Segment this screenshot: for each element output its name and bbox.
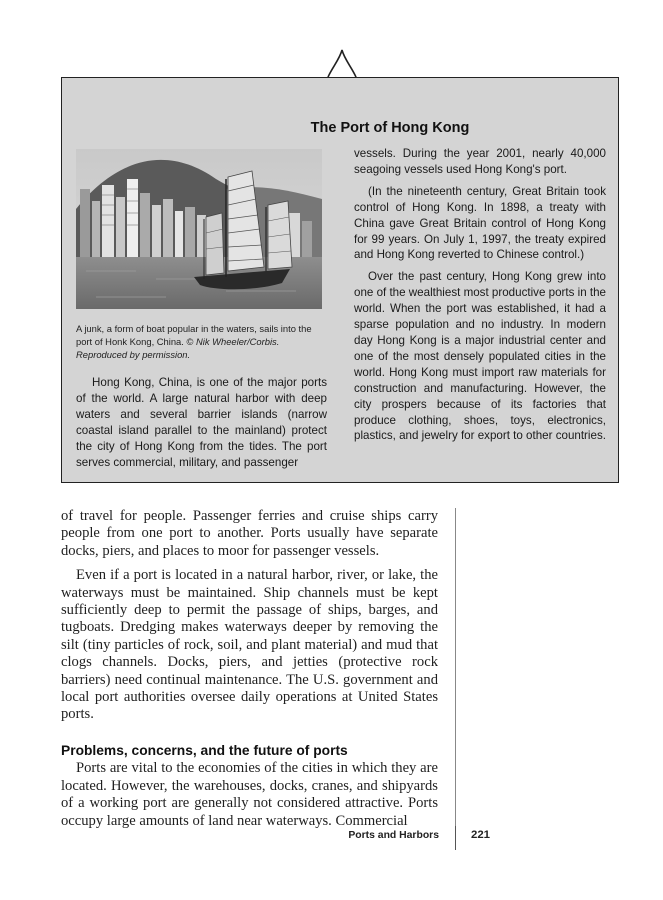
sidebar-box <box>61 77 619 483</box>
footer-divider <box>455 826 456 850</box>
sidebar-right-paragraph: Over the past century, Hong Kong grew into one of the wealthiest most productive ports in the world. When the port was established, it had a sparse population and no industry. In modern day Hong Kong is a major industrial center and one of the most densely populated cities in the world. Hong Kong must import raw materials for construction and manufacturing. However, the city prospers because of its factories that produce clothing, shoes, toys, electronics, plastics, and jewelry for export to other countries. <box>354 270 606 443</box>
sidebar-right-column <box>354 146 606 450</box>
sidebar-title: The Port of Hong Kong <box>310 120 470 136</box>
page-number: 221 <box>471 829 491 841</box>
column-divider <box>455 508 456 838</box>
photo-caption <box>76 322 328 361</box>
section-heading: Problems, concerns, and the future of ports <box>61 742 348 758</box>
main-column <box>61 508 438 837</box>
body-paragraph: Even if a port is located in a natural harbor, river, or lake, the waterways must be maintained. Ship channels must be kept sufficiently deep to permit the passage of ships, barges, and tugboats. Dredging makes waterways deeper by removing the silt (tiny particles of rock, soil, and plant material) and mud that clogs channels. Docks, piers, and jetties (protective rock barriers) need continual maintenance. The U.S. government and local port authorities oversee daily operations at United States ports. <box>61 567 438 723</box>
sidebar-right-paragraph: (In the nineteenth century, Great Britain took control of Hong Kong. In 1898, a treaty with China gave Great Britain control of Hong Kong for 99 years. On July 1, 1997, the treaty expired and Hong Kong reverted to Chinese control.) <box>354 184 606 262</box>
sidebar-left-paragraph: Hong Kong, China, is one of the major ports of the world. A large natural harbor with deep waters and several barrier islands (narrow coastal island parallel to the mainland) protect the city of Hong Kong from the tides. The port serves commercial, military, and passenger <box>76 376 327 469</box>
caption-text: A junk, a form of boat popular in the waters, sails into the port of Honk Kong, China. © <box>76 323 312 347</box>
hong-kong-junk-photo <box>76 149 322 309</box>
caption-credit: Nik Wheeler/Corbis. Reproduced by permission. <box>76 336 280 360</box>
photo-illustration <box>76 149 322 309</box>
sidebar-right-paragraph: vessels. During the year 2001, nearly 40,000 seagoing vessels used Hong Kong's port. <box>354 147 606 176</box>
running-footer-title: Ports and Harbors <box>348 830 439 841</box>
body-paragraph: Ports are vital to the economies of the cities in which they are located. However, the warehouses, docks, cranes, and shipyards of a working port are generally not considered attractive. Ports occupy large amounts of land near waterways. Commercial <box>61 760 438 829</box>
body-paragraph: of travel for people. Passenger ferries and cruise ships carry people from one port to another. Ports usually have separate docks, piers, and places to moor for passenger vessels. <box>61 508 438 559</box>
